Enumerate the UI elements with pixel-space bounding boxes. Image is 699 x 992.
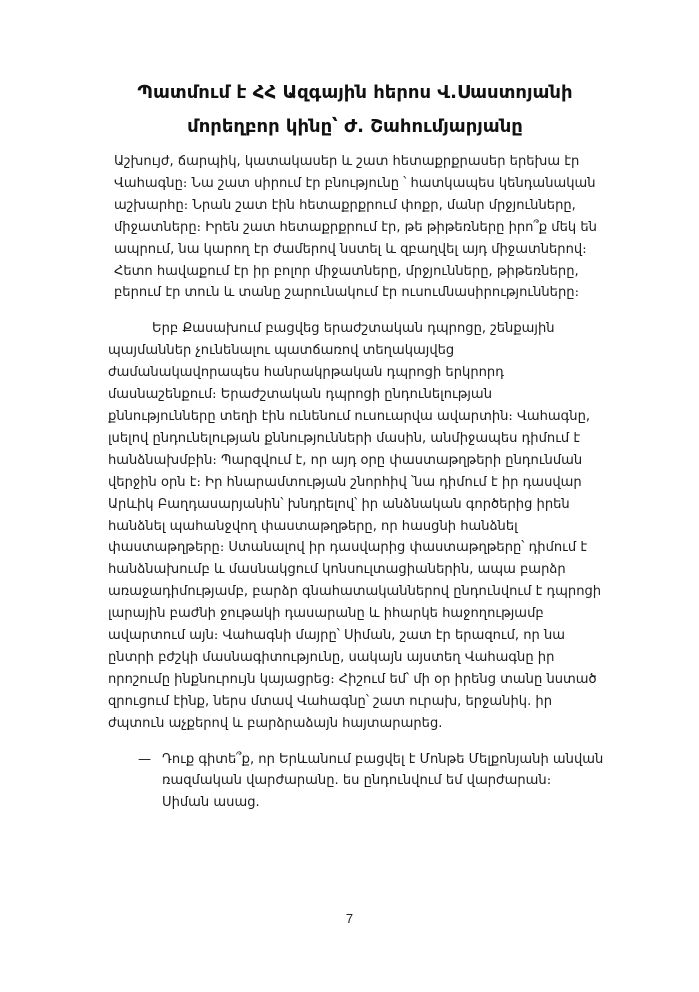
document-body [108,151,628,814]
text-line: լարային բաժնի ջութակի դասարանը և իհարկե հաջողությամբ [108,606,544,622]
title-line-1: Պատմում է ՀՀ Ազգային հերոս Վ.Սաստոյանի [137,82,573,103]
text-line: պայմաններ չունենալու պատճառով տեղակայվեց [108,343,455,359]
text-line: աշխարհը։ Նրան շատ էին հետաքրքրում փոքր, մանր մրջյունները, [114,197,576,213]
text-line: հանձնախմբին։ Պարզվում է, որ այդ օրը փաստաթղթերի ընդունման [108,452,583,468]
text-line: որոշումը ինքնուրույն կայացրեց։ Հիշում եմ՝ մի օր իրենց տանը նստած [108,671,597,687]
text-line: Արևիկ Բաղդասարյանին՝ խնդրելով՝ իր անձնական գործերից իրեն [108,496,570,512]
text-line: Վահագնը։ Նա շատ սիրում էր բնությունը ՝ հատկապես կենդանական [114,175,596,191]
text-line: ապրում, նա կարող էր ժամերով նստել և զբաղվել այդ միջատներով։ [114,241,587,257]
text-line: ժամանակավորապես հանրակրթական դպրոցի երկրորդ [108,365,504,381]
text-line: Աշխույժ, ճարպիկ, կատակասեր և շատ հետաքրքրասեր երեխա էր [114,154,580,169]
dialog-line: Դուք գիտե՞ք, որ Երևանում բացվել է Մոնթե Մելքոնյանի անվան [162,751,604,767]
text-line: հանձնախումբ և մասնակցում կոնսուլտացիաներին, ապա բարձր [108,562,566,578]
text-line: վերջին օրն է։ Իր հնարամտության շնորհիվ ՝նա դիմում է իր դասվար [108,474,582,490]
paragraph-2 [108,318,628,734]
text-line: բերում էր տուն և տանը շարունակում էր ուսումնասիրությունները։ [114,285,579,301]
text-line: ժպտուն աչքերով և բարձրաձայն հայտարարեց. [108,715,443,731]
dialog-line: Սիման ասաց. [162,795,260,811]
paragraph-1 [108,151,628,304]
text-line: Երբ Քասախում բացվեց երաժշտական դպրոցը, շենքային [152,321,555,337]
dialog-dash: — [138,751,152,767]
text-line: հանձնել պահանջվող փաստաթղթերը, որ հասցնի հանձնել [108,518,518,534]
text-line: զրուցում էինք, ներս մտավ Վահագնը՝ շատ ուրախ, երջանիկ. իր [108,693,553,709]
page-number: 7 [345,911,354,926]
text-line: փաստաթղթերը։ Ստանալով իր դասվարից փաստաթղթերը՝ դիմում է [108,540,588,556]
title-line-2: մորեղբոր կինը՝ Ժ. Շահումյարյանը [187,116,523,137]
text-line: Հետո հավաքում էր իր բոլոր միջատները, մրջյունները, թիթեռները, [114,263,579,279]
text-line: ավարտում այն։ Վահագնի մայրը՝ Սիման, շատ էր երազում, որ նա [108,628,566,644]
document-title [95,76,615,144]
dialog-block [108,749,628,815]
text-line: միջատները։ Իրեն շատ հետաքրքրում էր, թե թիթեռները իրո՞ք մեկ են [114,219,597,235]
text-line: քննությունները տեղի էին ունենում ուսուարվա ավարտին։ Վահագնը, [108,408,591,424]
text-line: մասնաշենքում։ Երաժշտական դպրոցի ընդունելության [108,387,492,403]
dialog-line: ռազմական վարժարանը. ես ընդունվում եմ վարժարան։ [162,773,552,789]
text-line: ընտրի բժշկի մասնագիտությունը, սակայն այստեղ Վահագնը իր [108,649,555,665]
text-line: առաջադիմությամբ, բարձր գնահատականներով ընդունվում է դպրոցի [108,584,602,600]
text-line: լսելով ընդունելության քննությունների մասին, անմիջապես դիմում է [108,430,581,446]
